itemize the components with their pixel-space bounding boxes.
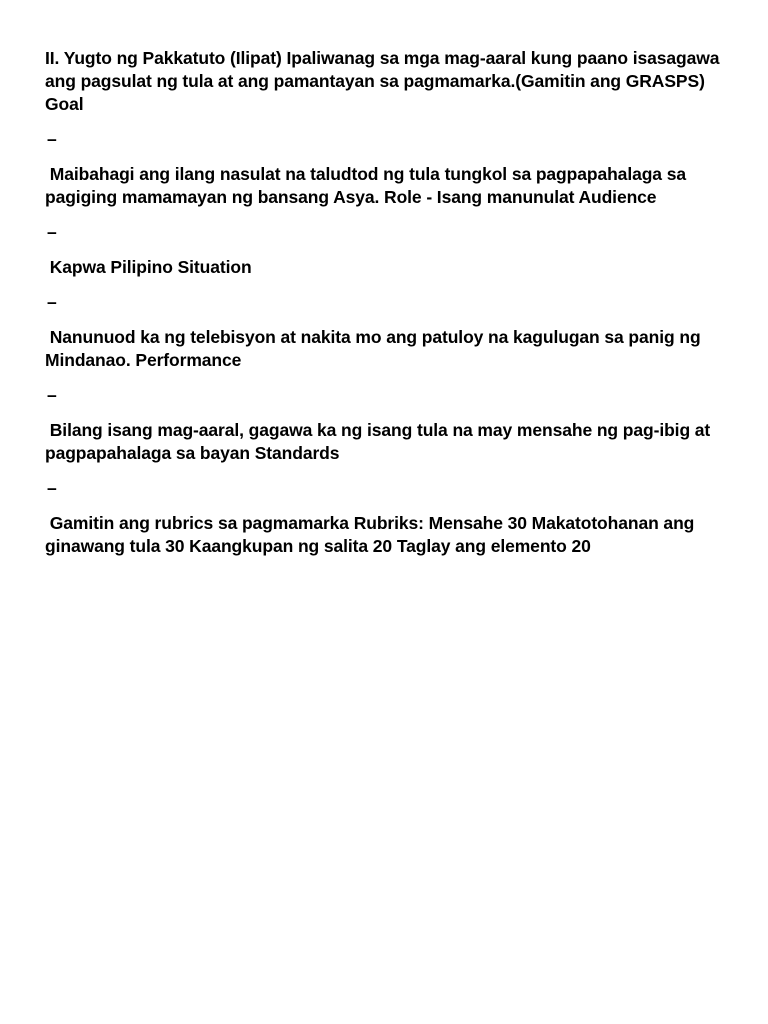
spacer <box>45 372 735 384</box>
paragraph-audience-situation: Kapwa Pilipino Situation <box>49 257 252 277</box>
paragraph-intro-goal: II. Yugto ng Pakkatuto (Ilipat) Ipaliwanag sa mga mag-aaral kung paano isasagawa ang pagsulat ng tula at ang pamantayan sa pagmamarka.(Gamitin ang GRASPS) Goal <box>45 48 720 114</box>
spacer <box>45 314 735 326</box>
spacer <box>45 116 735 128</box>
spacer <box>45 279 735 291</box>
dash-separator: – <box>47 222 57 242</box>
dash-separator: – <box>47 292 57 312</box>
spacer <box>45 151 735 163</box>
document-page <box>45 47 735 558</box>
paragraph-situation-performance: Nanunuod ka ng telebisyon at nakita mo ang patuloy na kagulugan sa panig ng Mindanao. Performance <box>45 327 701 370</box>
paragraph-goal-role-audience: Maibahagi ang ilang nasulat na taludtod ng tula tungkol sa pagpapahalaga sa pagiging mamamayan ng bansang Asya. Role - Isang manunulat Audience <box>45 164 686 207</box>
paragraph-performance-standards: Bilang isang mag-aaral, gagawa ka ng isang tula na may mensahe ng pag-ibig at pagpapahalaga sa bayan Standards <box>45 420 711 463</box>
spacer <box>45 500 735 512</box>
spacer <box>45 244 735 256</box>
dash-separator: – <box>47 478 57 498</box>
dash-separator: – <box>47 129 57 149</box>
spacer <box>45 209 735 221</box>
paragraph-standards-rubrics: Gamitin ang rubrics sa pagmamarka Rubriks: Mensahe 30 Makatotohanan ang ginawang tula 30 Kaangkupan ng salita 20 Taglay ang elemento 20 <box>45 513 695 556</box>
dash-separator: – <box>47 385 57 405</box>
spacer <box>45 407 735 419</box>
spacer <box>45 465 735 477</box>
